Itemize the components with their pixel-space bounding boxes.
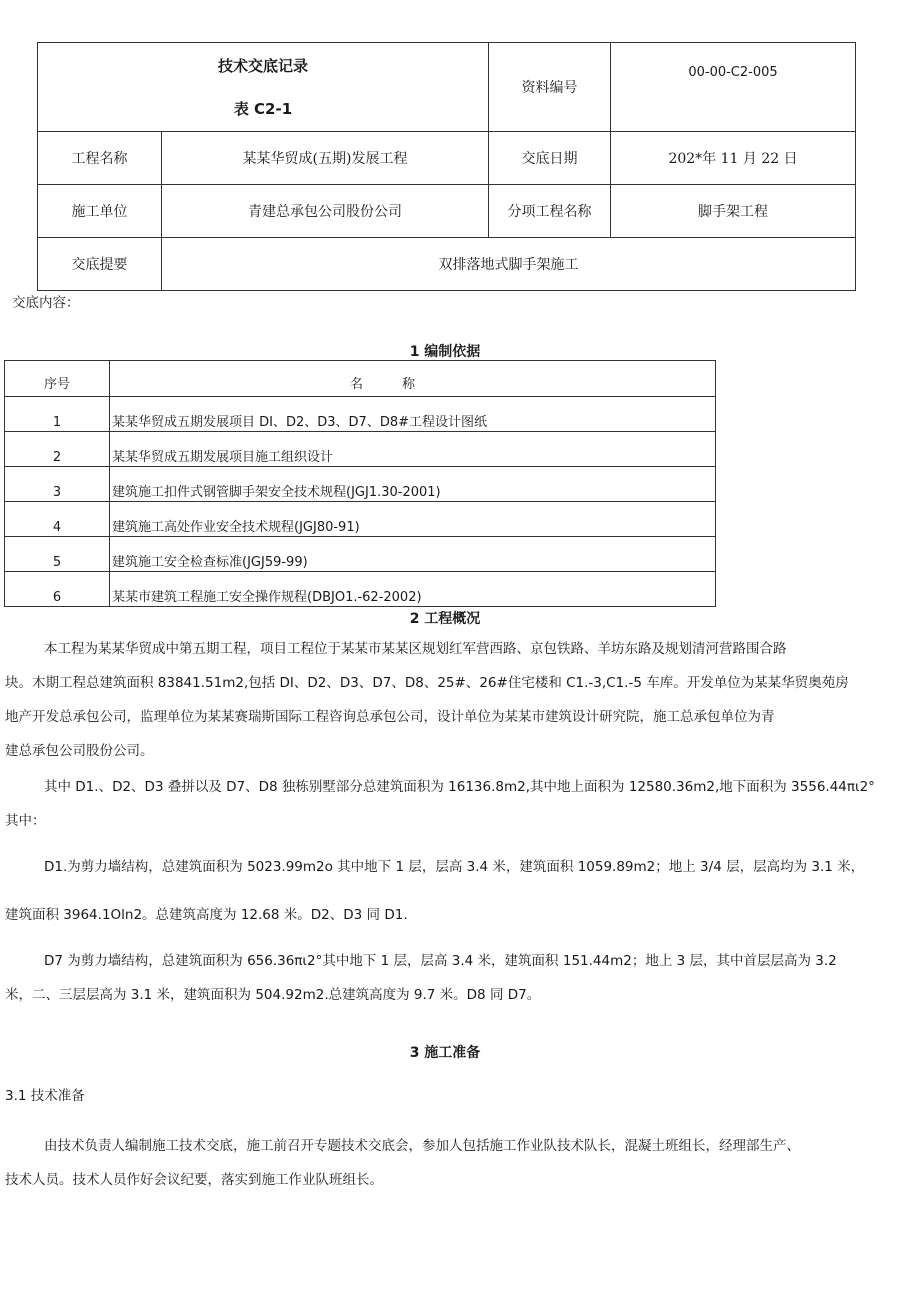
- content-label: 交底内容：: [12, 295, 80, 311]
- paragraph-line: 其中 D1.、D2、D3 叠拼以及 D7、D8 独栋别墅部分总建筑面积为 16136.8m2,其中地上面积为 12580.36m2,地下面积为 3556.44πι2°: [44, 779, 875, 795]
- table-row: [5, 432, 716, 467]
- form-number: 表 C2-1: [233, 100, 293, 118]
- row-name: 某某华贸成五期发展项目 DI、D2、D3、D7、D8#工程设计图纸: [110, 397, 716, 432]
- paragraph-line: 建总承包公司股份公司。: [5, 743, 154, 759]
- tech-prep-paragraph: [5, 1129, 891, 1197]
- paragraph-line: 本工程为某某华贸成中第五期工程，项目工程位于某某市某某区规划红军营西路、京包铁路、羊坊东路及规划清河营路围合路: [44, 641, 787, 657]
- col-name-header: 名 称: [110, 361, 716, 397]
- col-index-header: 序号: [5, 361, 110, 397]
- row-index: 4: [5, 502, 110, 537]
- date-label: 交底日期: [489, 132, 611, 185]
- row-index: 1: [5, 397, 110, 432]
- section3-heading: 3 施工准备: [409, 1045, 481, 1061]
- header-table: [37, 42, 856, 291]
- overview-paragraph-3: [5, 843, 891, 939]
- subproject-label: 分项工程名称: [489, 185, 611, 238]
- row-name: 某某华贸成五期发展项目施工组织设计: [110, 432, 716, 467]
- project-name-value: 某某华贸成(五期)发展工程: [162, 132, 489, 185]
- row-index: 2: [5, 432, 110, 467]
- paragraph-line: D7 为剪力墙结构，总建筑面积为 656.36πι2°其中地下 1 层，层高 3.4 米，建筑面积 151.44m2；地上 3 层，其中首层层高为 3.2: [44, 953, 837, 969]
- document-title: 技术交底记录: [218, 57, 309, 75]
- paragraph-line: 其中：: [5, 813, 46, 829]
- table-row: [5, 572, 716, 607]
- paragraph-line: 建筑面积 3964.1Oln2。总建筑高度为 12.68 米。D2、D3 同 D1.: [5, 907, 408, 923]
- doc-no-value: 00-00-C2-005: [611, 43, 856, 132]
- paragraph-line: 块。木期工程总建筑面积 83841.51m2,包括 DI、D2、D3、D7、D8、25#、26#住宅楼和 C1.-3,C1.-5 车库。开发单位为某某华贸奥苑房: [5, 675, 849, 691]
- row-name: 某某市建筑工程施工安全操作规程(DBJO1.-62-2002): [110, 572, 716, 607]
- row-index: 6: [5, 572, 110, 607]
- paragraph-line: 技术人员。技术人员作好会议纪要，落实到施工作业队班组长。: [5, 1172, 383, 1188]
- section3-subheading: 3.1 技术准备: [5, 1088, 85, 1104]
- row-name: 建筑施工安全检查标准(JGJ59-99): [110, 537, 716, 572]
- overview-paragraph-4: [5, 944, 891, 1012]
- title-cell: [38, 43, 489, 132]
- project-name-label: 工程名称: [38, 132, 162, 185]
- paragraph-line: 米，二、三层层高为 3.1 米，建筑面积为 504.92m2.总建筑高度为 9.7 米。D8 同 D7。: [5, 987, 541, 1003]
- row-index: 5: [5, 537, 110, 572]
- overview-paragraph-1: [5, 632, 891, 768]
- summary-label: 交底提要: [38, 238, 162, 291]
- doc-no-label: 资料编号: [489, 43, 611, 132]
- table-row: [5, 397, 716, 432]
- table-row: [5, 467, 716, 502]
- table-row: [5, 537, 716, 572]
- paragraph-line: D1.为剪力墙结构，总建筑面积为 5023.99m2o 其中地下 1 层，层高 3.4 米，建筑面积 1059.89m2；地上 3/4 层，层高均为 3.1 米，: [44, 859, 865, 875]
- basis-header-row: [5, 361, 716, 397]
- contractor-label: 施工单位: [38, 185, 162, 238]
- subproject-value: 脚手架工程: [611, 185, 856, 238]
- section2-heading: 2 工程概况: [409, 611, 481, 627]
- row-name: 建筑施工扣件式钢管脚手架安全技术规程(JGJ1.30-2001): [110, 467, 716, 502]
- contractor-value: 青建总承包公司股份公司: [162, 185, 489, 238]
- paragraph-line: 由技术负责人编制施工技术交底，施工前召开专题技术交底会，参加人包括施工作业队技术队长，混凝土班组长，经理部生产、: [44, 1138, 800, 1154]
- section1-heading: 1 编制依据: [409, 344, 481, 360]
- table-row: [5, 502, 716, 537]
- row-name: 建筑施工高处作业安全技术规程(JGJ80-91): [110, 502, 716, 537]
- paragraph-line: 地产开发总承包公司，监理单位为某某赛瑞斯国际工程咨询总承包公司，设计单位为某某市建筑设计研究院，施工总承包单位为青: [5, 709, 775, 725]
- summary-value: 双排落地式脚手架施工: [162, 238, 856, 291]
- overview-paragraph-2: [5, 770, 891, 838]
- date-value: 202*年 11 月 22 日: [611, 132, 856, 185]
- row-index: 3: [5, 467, 110, 502]
- basis-table: [4, 360, 716, 607]
